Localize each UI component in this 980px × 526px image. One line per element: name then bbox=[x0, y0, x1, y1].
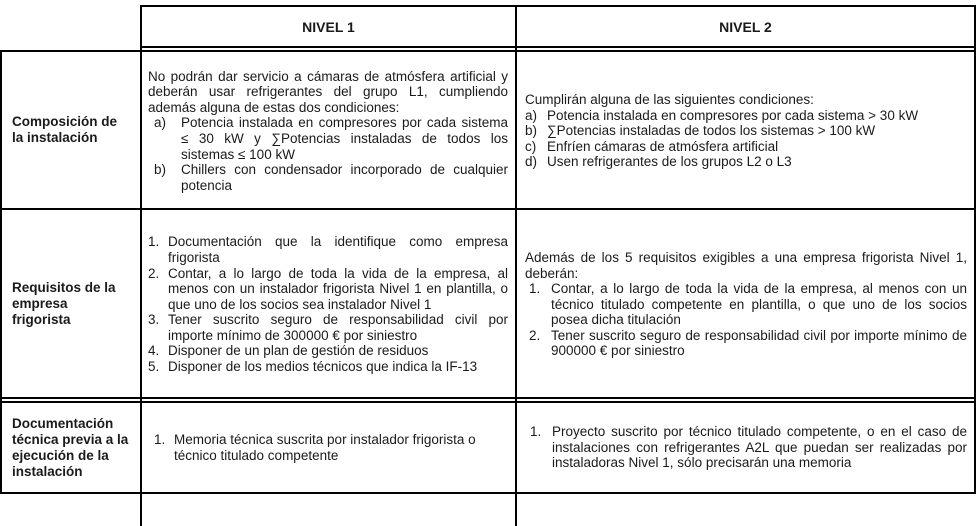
list-text: Potencia instalada en compresores por cada sistema > 30 kW bbox=[547, 107, 919, 123]
list-item bbox=[148, 234, 508, 265]
cell-composicion-nivel2 bbox=[525, 56, 965, 206]
list-item bbox=[525, 281, 967, 328]
list-text: Potencia instalada en compresores por cada sistema ≤ 30 kW y ∑Potencias instaladas de todos los sistemas ≤ 100 kW bbox=[181, 115, 508, 162]
list-item bbox=[530, 424, 967, 471]
row-label-requisitos: Requisitos de la empresa frigorista bbox=[12, 279, 116, 327]
documentation-list bbox=[530, 424, 967, 471]
list-text: Disponer de un plan de gestión de residuos bbox=[168, 343, 429, 359]
list-text: Contar, a lo largo de toda la vida de la empresa, al menos con un técnico titulado competente en plantilla, o que uno de los socios posea dicha titulación bbox=[551, 281, 967, 328]
list-text: Documentación que la identifique como empresa frigorista bbox=[168, 234, 508, 265]
header-level-1: NIVEL 1 bbox=[302, 18, 355, 35]
table-border-row2-bottom bbox=[0, 401, 976, 403]
requirements-list bbox=[525, 281, 967, 359]
list-item bbox=[148, 359, 508, 375]
row-label-composicion: Composición de la instalación bbox=[12, 114, 118, 145]
list-item bbox=[148, 312, 508, 343]
list-item bbox=[525, 328, 967, 359]
list-marker: a) bbox=[154, 115, 167, 131]
cell-requisitos-nivel2 bbox=[525, 214, 967, 395]
row-label-documentacion: Documentación técnica previa a la ejecución de la instalación bbox=[12, 415, 129, 479]
table-border-row2 bbox=[0, 397, 976, 399]
list-text: Contar, a lo largo de toda la vida de la empresa, al menos con un instalador frigorista Nivel 1 en plantilla, o que uno de los socios sea instalador Nivel 1 bbox=[168, 265, 508, 312]
list-marker: 1. bbox=[530, 424, 542, 440]
header-level-2: NIVEL 2 bbox=[719, 18, 772, 35]
table-border-header-2 bbox=[0, 50, 976, 52]
list-marker: a) bbox=[525, 107, 538, 123]
list-marker: b) bbox=[154, 162, 167, 178]
list-item bbox=[525, 123, 965, 139]
condition-list bbox=[148, 115, 508, 193]
list-marker: 3. bbox=[148, 312, 160, 328]
list-marker: 5. bbox=[148, 359, 160, 375]
list-item bbox=[525, 154, 965, 170]
list-marker: 2. bbox=[148, 265, 160, 281]
cell-documentacion-nivel1 bbox=[148, 405, 510, 490]
cell-intro: No podrán dar servicio a cámaras de atmósfera artificial y deberán usar refrigerantes del grupo L1, cumpliendo además alguna de estas dos condiciones: bbox=[148, 68, 508, 115]
list-item bbox=[148, 266, 508, 313]
list-item bbox=[525, 139, 965, 155]
table-border-header bbox=[140, 46, 976, 48]
list-marker: 1. bbox=[529, 281, 541, 297]
cell-intro: Cumplirán alguna de las siguientes condiciones: bbox=[525, 92, 814, 108]
list-item bbox=[148, 115, 508, 162]
table-border-col1 bbox=[140, 5, 142, 526]
list-item bbox=[148, 162, 508, 193]
table-border-right bbox=[974, 5, 976, 494]
table-border-row1 bbox=[0, 208, 976, 210]
list-marker: d) bbox=[525, 154, 538, 170]
list-item bbox=[148, 432, 510, 463]
documentation-list bbox=[148, 432, 510, 463]
list-text: ∑Potencias instaladas de todos los sistemas > 100 kW bbox=[547, 123, 876, 139]
cell-intro: Además de los 5 requisitos exigibles a una empresa frigorista Nivel 1, deberán: bbox=[525, 249, 967, 281]
list-text: Proyecto suscrito por técnico titulado competente, o en el caso de instalaciones con refrigerantes A2L que puedan ser realizadas por instaladoras Nivel 1, sólo precisarán una memoria bbox=[552, 424, 967, 471]
table-border-bottom bbox=[0, 492, 976, 494]
requirements-list bbox=[148, 234, 508, 374]
list-marker: 1. bbox=[148, 234, 160, 250]
cell-requisitos-nivel1 bbox=[148, 214, 508, 395]
list-marker: 2. bbox=[529, 327, 541, 343]
list-text: Tener suscrito seguro de responsabilidad civil por importe mínimo de 900000 € por siniestro bbox=[551, 327, 967, 359]
list-marker: b) bbox=[525, 123, 538, 139]
list-text: Usen refrigerantes de los grupos L2 o L3 bbox=[547, 154, 792, 170]
cell-documentacion-nivel2 bbox=[530, 405, 967, 490]
list-text: Disponer de los medios técnicos que indica la IF-13 bbox=[168, 359, 478, 375]
list-text: Memoria técnica suscrita por instalador frigorista o técnico titulado competente bbox=[174, 431, 476, 463]
list-marker: c) bbox=[525, 138, 537, 154]
condition-list bbox=[525, 108, 965, 170]
cell-composicion-nivel1 bbox=[148, 56, 508, 206]
list-item bbox=[148, 343, 508, 359]
list-text: Tener suscrito seguro de responsabilidad civil por importe mínimo de 300000 € por siniestro bbox=[168, 312, 508, 343]
list-marker: 4. bbox=[148, 343, 160, 359]
table-border-col2 bbox=[515, 5, 517, 526]
list-marker: 1. bbox=[154, 431, 166, 447]
list-item bbox=[525, 108, 965, 124]
list-text: Chillers con condensador incorporado de cualquier potencia bbox=[181, 162, 508, 193]
list-text: Enfríen cámaras de atmósfera artificial bbox=[547, 138, 779, 154]
